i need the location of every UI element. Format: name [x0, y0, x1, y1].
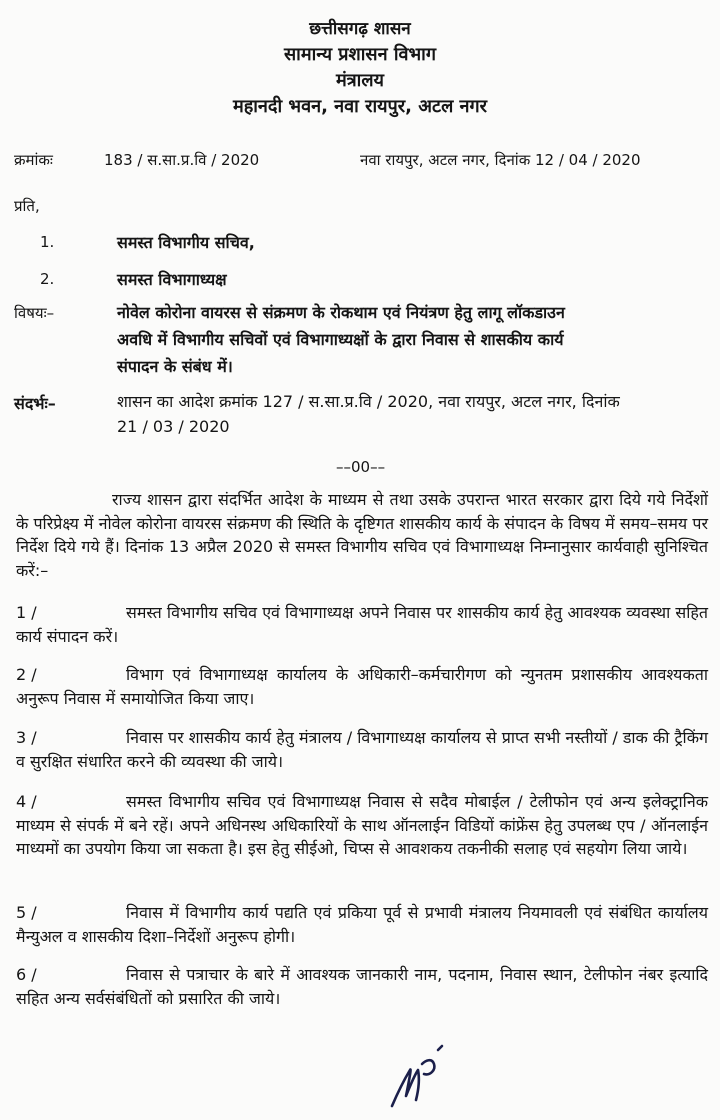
to-item-number: 2.: [40, 270, 55, 288]
point-number: 5 /: [16, 903, 37, 922]
separator: ––00––: [336, 458, 386, 476]
point-item: [16, 726, 708, 773]
point-text: निवास पर शासकीय कार्य हेतु मंत्रालय / विभागाध्यक्ष कार्यालय से प्राप्त सभी नस्तीयों / डाक की ट्रैकिंग व सुरक्षित संधारित करने की व्यवस्था की जाये।: [16, 728, 708, 771]
to-item-number: 1.: [40, 233, 55, 251]
point-number: 2 /: [16, 665, 37, 684]
point-item: [16, 963, 708, 1010]
point-number: 6 /: [16, 965, 37, 984]
to-item-text: समस्त विभागीय सचिव,: [117, 233, 255, 252]
point-number: 3 /: [16, 728, 37, 747]
reference-line: शासन का आदेश क्रमांक 127 / स.सा.प्र.वि / 2020, नवा रायपुर, अटल नगर, दिनांक: [117, 392, 620, 411]
intro-paragraph: राज्य शासन द्वारा संदर्भित आदेश के माध्यम से तथा उसके उपरान्त भारत सरकार द्वारा दिये गये निर्देशों के परिप्रेक्ष्य में नोवेल कोरोना वायरस संक्रमण की स्थिति के दृष्टिगत शासकीय कार्य के संपादन के विषय में समय–समय पर निर्देश दिये गये हैं। दिनांक 13 अप्रैल 2020 से समस्त विभागीय सचिव एवं विभागाध्यक्ष निम्नानुसार कार्यवाही सुनिश्चित करें:–: [16, 490, 708, 580]
letterhead-ministry: मंत्रालय: [335, 70, 384, 91]
point-number: 1 /: [16, 603, 37, 622]
to-item-text: समस्त विभागाध्यक्ष: [117, 270, 227, 289]
letterhead: [0, 16, 720, 120]
point-item: [16, 601, 708, 648]
letterhead-state: छत्तीसगढ़ शासन: [309, 19, 411, 39]
point-item: [16, 901, 708, 948]
signature-icon: [384, 1040, 448, 1110]
letterhead-address: महानदी भवन, नवा रायपुर, अटल नगर: [232, 96, 488, 117]
point-item: [16, 663, 708, 710]
subject-line: अवधि में विभागीय सचिवों एवं विभागाध्यक्षों के द्वारा निवास से शासकीय कार्य: [117, 330, 564, 349]
ref-number: 183 / स.सा.प्र.वि / 2020: [104, 151, 260, 169]
reference-label: संदर्भः–: [14, 394, 56, 413]
point-text: समस्त विभागीय सचिव एवं विभागाध्यक्ष निवास से सदैव मोबाईल / टेलीफोन एवं अन्य इलेक्ट्रानिक माध्यम से संपर्क में बने रहें। अपने अधिनस्थ अधिकारियों के साथ ऑनलाईन विडियों कांफ्रेंस हेतु उपलब्ध एप / ऑनलाईन माध्यमों का उपयोग किया जा सकता है। इस हेतु सीईओ, चिप्स से आवशकय तकनीकी सलाह एवं सहयोग लिया जाये।: [16, 792, 708, 858]
point-number: 4 /: [16, 792, 37, 811]
ref-place-date: नवा रायपुर, अटल नगर, दिनांक 12 / 04 / 2020: [360, 151, 641, 169]
subject-line: नोवेल कोरोना वायरस से संक्रमण के रोकथाम एवं नियंत्रण हेतु लागू लॉकडाउन: [117, 303, 565, 322]
point-text: निवास में विभागीय कार्य पद्यति एवं प्रकिया पूर्व से प्रभावी मंत्रालय नियमावली एवं संबंधित कार्यालय मैन्युअल व शासकीय दिशा–निर्देशों अनुरूप होगी।: [16, 903, 708, 946]
subject-label: विषयः–: [14, 304, 55, 322]
point-text: निवास से पत्राचार के बारे में आवश्यक जानकारी नाम, पदनाम, निवास स्थान, टेलीफोन नंबर इत्यादि सहित अन्य सर्वसंबंधितों को प्रसारित की जाये।: [16, 965, 708, 1008]
ref-label: क्रमांकः: [14, 151, 53, 169]
subject-line: संपादन के संबंध में।: [117, 357, 233, 376]
to-label: प्रति,: [14, 197, 40, 215]
point-text: समस्त विभागीय सचिव एवं विभागाध्यक्ष अपने निवास पर शासकीय कार्य हेतु आवश्यक व्यवस्था सहित कार्य संपादन करें।: [16, 603, 708, 646]
reference-line: 21 / 03 / 2020: [117, 417, 230, 436]
point-text: विभाग एवं विभागाध्यक्ष कार्यालय के अधिकारी–कर्मचारीगण को न्युनतम प्रशासकीय आवश्यकता अनुरूप निवास में समायोजित किया जाए।: [16, 665, 708, 708]
point-item: [16, 790, 708, 861]
letterhead-department: सामान्य प्रशासन विभाग: [284, 44, 436, 65]
